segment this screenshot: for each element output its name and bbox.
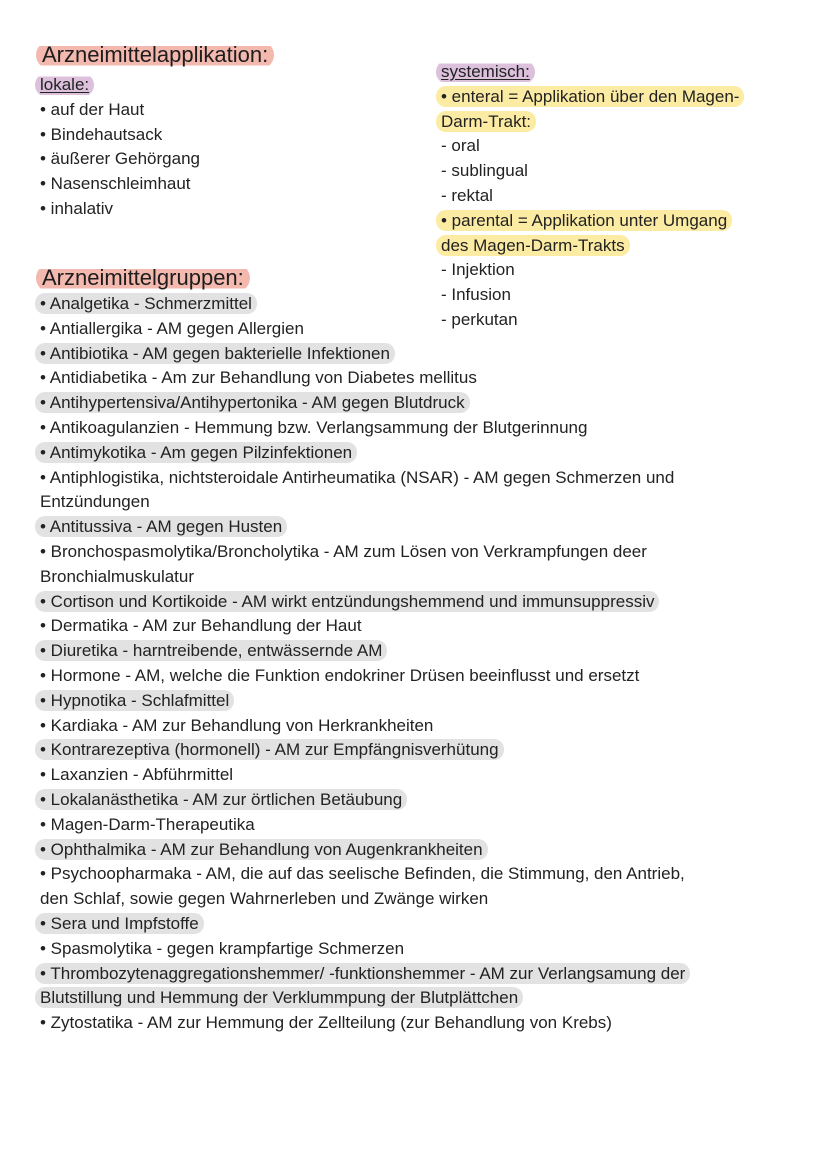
group-item: • Kontrarezeptiva (hormonell) - AM zur Empfängnisverhütung (35, 739, 504, 760)
lokal-section (40, 73, 200, 222)
group-item: • Zytostatika - AM zur Hemmung der Zellteilung (zur Behandlung von Krebs) (40, 1013, 612, 1033)
group-item: • Laxanzien - Abführmittel (40, 765, 234, 785)
parental-item: - Injektion (441, 260, 515, 280)
group-item: • Antitussiva - AM gegen Husten (35, 516, 287, 537)
enteral-item: - oral (441, 136, 480, 156)
group-item: • Dermatika - AM zur Behandlung der Haut (40, 616, 362, 636)
systemisch-heading: systemisch: (436, 60, 535, 84)
lokal-item: • Nasenschleimhaut (40, 174, 191, 194)
group-item: • Antihypertensiva/Antihypertonika - AM gegen Blutdruck (35, 392, 470, 413)
title-application: Arzneimittelapplikation: (36, 41, 274, 69)
group-item: • Cortison und Kortikoide - AM wirkt entzündungshemmend und immunsuppressiv (35, 591, 659, 612)
group-item: • Magen-Darm-Therapeutika (40, 814, 255, 834)
lokal-item: • Bindehautsack (40, 124, 163, 144)
enteral-item: - rektal (441, 185, 493, 205)
lokal-item: • inhalativ (40, 198, 114, 218)
lokal-item: • auf der Haut (40, 99, 145, 119)
group-item: • Spasmolytika - gegen krampfartige Schmerzen (40, 938, 405, 958)
group-item-continued: Entzündungen (40, 492, 150, 512)
group-item: • Analgetika - Schmerzmittel (35, 293, 257, 314)
group-item: • Kardiaka - AM zur Behandlung von Herkrankheiten (40, 715, 434, 735)
parental-line-2: des Magen-Darm-Trakts (436, 235, 630, 256)
lokal-heading: lokale: (35, 73, 94, 97)
group-item: • Bronchospasmolytika/Broncholytika - AM zum Lösen von Verkrampfungen deer (40, 541, 647, 561)
enteral-item: - sublingual (441, 161, 528, 181)
group-item-continued: den Schlaf, sowie gegen Wahrnerleben und Zwänge wirken (40, 889, 489, 909)
group-item: • Thrombozytenaggregationshemmer/ -funktionshemmer - AM zur Verlangsamung der (35, 963, 690, 984)
group-item: • Hormone - AM, welche die Funktion endokriner Drüsen beeinflusst und ersetzt (40, 665, 640, 685)
group-item-continued: Bronchialmuskulatur (40, 566, 195, 586)
group-item: • Antibiotika - AM gegen bakterielle Infektionen (35, 343, 395, 364)
group-item: • Ophthalmika - AM zur Behandlung von Augenkrankheiten (35, 839, 488, 860)
groups-list (40, 292, 740, 1036)
group-item-continued: Blutstillung und Hemmung der Verklummpung der Blutplättchen (35, 987, 523, 1008)
enteral-line-1: • enteral = Applikation über den Magen- (436, 86, 744, 107)
group-item: • Antidiabetika - Am zur Behandlung von Diabetes mellitus (40, 368, 477, 388)
group-item: • Hypnotika - Schlafmittel (35, 690, 234, 711)
group-item: • Lokalanästhetika - AM zur örtlichen Betäubung (35, 789, 407, 810)
group-item: • Psychoopharmaka - AM, die auf das seelische Befinden, die Stimmung, den Antrieb, (40, 864, 685, 884)
parental-item: - perkutan (441, 309, 518, 329)
group-item: • Sera und Impfstoffe (35, 913, 204, 934)
parental-item: - Infusion (441, 285, 511, 305)
group-item: • Antikoagulanzien - Hemmung bzw. Verlangsammung der Blutgerinnung (40, 417, 588, 437)
group-item: • Diuretika - harntreibende, entwässernde AM (35, 640, 387, 661)
parental-line-1: • parental = Applikation unter Umgang (436, 210, 732, 231)
enteral-line-2: Darm-Trakt: (436, 111, 536, 132)
title-groups: Arzneimittelgruppen: (36, 264, 250, 292)
group-item: • Antiphlogistika, nichtsteroidale Antirheumatika (NSAR) - AM gegen Schmerzen und (40, 467, 675, 487)
lokal-item: • äußerer Gehörgang (40, 149, 200, 169)
group-item: • Antimykotika - Am gegen Pilzinfektionen (35, 442, 357, 463)
group-item: • Antiallergika - AM gegen Allergien (40, 318, 304, 338)
